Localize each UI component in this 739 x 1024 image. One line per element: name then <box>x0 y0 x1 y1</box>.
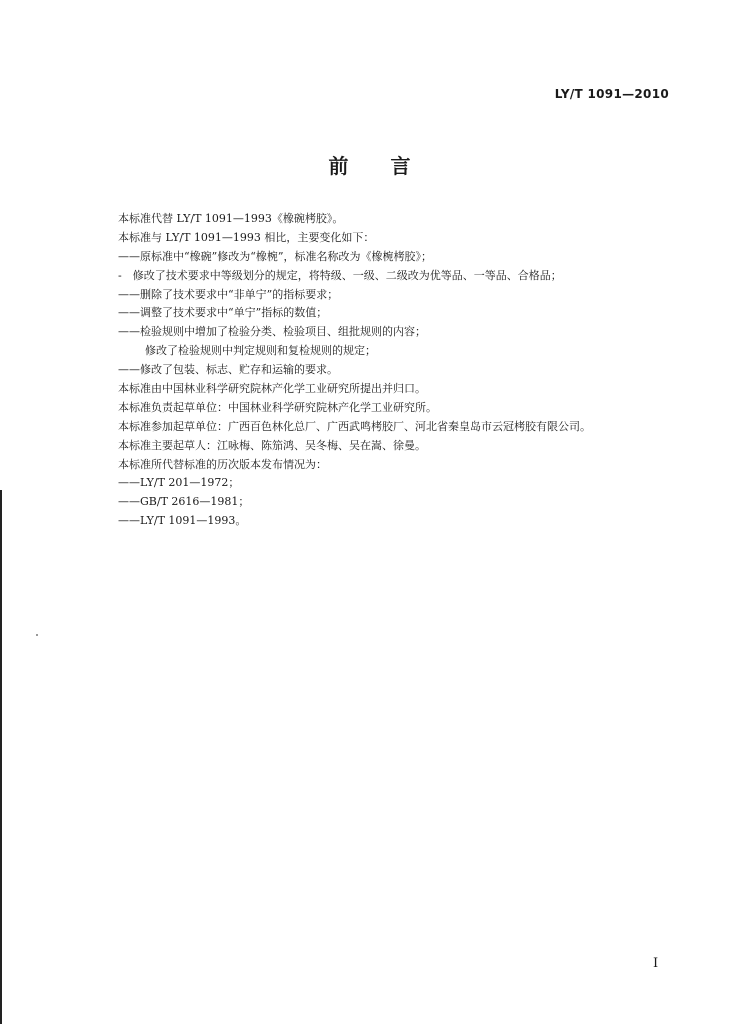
foreword-line: ——调整了技术要求中“单宁”指标的数值； <box>118 306 328 320</box>
foreword-body <box>118 210 678 531</box>
foreword-line: ——修改了包装、标志、贮存和运输的要求。 <box>118 363 338 377</box>
page-title: 前言 <box>328 154 453 178</box>
standard-code: LY/T 1091—2010 <box>554 87 669 101</box>
foreword-line: 本标准主要起草人：江咏梅、陈笳鸿、吴冬梅、吴在嵩、徐曼。 <box>118 438 426 452</box>
foreword-line: 修改了检验规则中判定规则和复检规则的规定； <box>145 344 376 358</box>
foreword-line: - 修改了技术要求中等级划分的规定，将特级、一级、二级改为优等品、一等品、合格品； <box>118 268 562 282</box>
foreword-line: 本标准与 LY/T 1091—1993 相比，主要变化如下： <box>118 230 375 244</box>
scan-edge-line <box>0 490 2 1024</box>
foreword-line: ——LY/T 1091—1993。 <box>118 514 247 528</box>
foreword-line: 本标准负责起草单位：中国林业科学研究院林产化学工业研究所。 <box>118 400 437 414</box>
foreword-line: ——LY/T 201—1972； <box>118 476 240 490</box>
foreword-line: 本标准由中国林业科学研究院林产化学工业研究所提出并归口。 <box>118 382 426 396</box>
foreword-line: ——检验规则中增加了检验分类、检验项目、组批规则的内容； <box>118 325 426 339</box>
foreword-line: ——原标准中“橡碗”修改为“橡椀”，标准名称改为《橡椀栲胶》； <box>118 249 432 263</box>
foreword-line: ——删除了技术要求中“非单宁”的指标要求； <box>118 287 339 301</box>
foreword-line: 本标准代替 LY/T 1091—1993《橡碗栲胶》。 <box>118 212 344 225</box>
scan-speck <box>36 634 38 636</box>
foreword-line: ——GB/T 2616—1981； <box>118 495 250 509</box>
foreword-line: 本标准参加起草单位：广西百色林化总厂、广西武鸣栲胶厂、河北省秦皇岛市云冠栲胶有限公司。 <box>118 419 591 433</box>
page-number: I <box>653 956 659 971</box>
foreword-line: 本标准所代替标准的历次版本发布情况为： <box>118 457 327 471</box>
